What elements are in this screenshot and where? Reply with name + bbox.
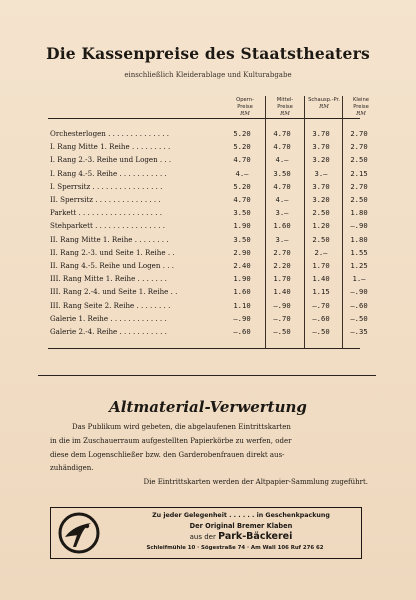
ad-brand-name: Park-Bäckerei: [218, 531, 293, 542]
column-header-schausp: [307, 97, 341, 111]
column-header-label: Opern-Preise: [236, 97, 254, 110]
table-bottom-rule: [48, 348, 360, 349]
row-label: I. Rang Mitte 1. Reihe . . . . . . . . .: [50, 142, 171, 152]
column-header-opern: [229, 97, 261, 118]
price-cell: 2.50: [312, 208, 330, 218]
ad-line-addresses: Schleifmühle 10 · Sögestraße 74 · Am Wall 106 Ruf 276 62: [146, 545, 324, 551]
price-cell: 5.20: [233, 181, 251, 191]
column-header-unit: RM: [240, 111, 250, 117]
price-cell: 3.50: [233, 234, 251, 244]
ad-line-product: Der Original Bremer Klaben: [189, 522, 293, 530]
row-label: III. Rang Mitte 1. Reihe . . . . . . .: [50, 274, 167, 284]
price-cell: 2.50: [350, 155, 368, 165]
price-cell: 2.70: [350, 181, 368, 191]
price-cell: 1.55: [350, 247, 368, 257]
price-cell: —.60: [350, 300, 368, 310]
price-cell: 2.50: [312, 234, 330, 244]
price-cell: —.60: [233, 327, 251, 336]
price-cell: 1.15: [312, 287, 330, 297]
price-cell: 2.70: [273, 247, 291, 257]
table-row: [50, 233, 368, 246]
column-header-label: Mittel-Preise: [276, 97, 294, 110]
price-cell: —.50: [350, 313, 368, 323]
price-cell: 1.—: [352, 274, 366, 284]
table-row: [50, 219, 368, 232]
row-label: Stehparkett . . . . . . . . . . . . . . . .: [50, 221, 165, 231]
table-row: [50, 193, 368, 206]
price-cell: 2.50: [350, 195, 368, 204]
price-cell: 2.90: [233, 247, 251, 257]
price-cell: 4.70: [233, 195, 251, 204]
price-cell: 4.70: [273, 142, 291, 152]
price-cell: 4.70: [233, 155, 251, 165]
table-top-rule: [48, 118, 360, 119]
price-cell: —.70: [273, 313, 291, 323]
price-cell: 2.40: [233, 261, 251, 270]
row-label: Galerie 2.-4. Reihe . . . . . . . . . . .: [50, 327, 167, 336]
price-cell: 1.25: [350, 261, 368, 270]
price-cell: 1.40: [273, 287, 291, 297]
bakery-advertisement: [50, 507, 362, 559]
price-cell: 5.20: [233, 129, 251, 138]
price-cell: —.70: [312, 300, 330, 310]
price-cell: 2.70: [350, 142, 368, 152]
column-header-label: Kleine Preise: [353, 97, 369, 110]
row-label: II. Rang 4.-5. Reihe und Logen . . .: [50, 261, 174, 270]
row-label: I. Rang 2.-3. Reihe und Logen . . .: [50, 155, 172, 165]
price-cell: 2.15: [350, 168, 368, 178]
price-cell: 1.70: [312, 261, 330, 270]
page-title: Die Kassenpreise des Staatstheaters: [46, 44, 370, 63]
price-cell: 4.—: [275, 195, 289, 204]
price-cell: 1.80: [350, 208, 368, 218]
price-cell: 4.—: [235, 168, 249, 178]
table-row: [50, 140, 368, 153]
price-cell: —.50: [312, 327, 330, 336]
row-label: III. Rang Seite 2. Reihe . . . . . . . .: [50, 300, 171, 310]
column-header-unit: RM: [319, 104, 329, 110]
price-cell: —.90: [350, 221, 368, 231]
price-cell: 1.90: [233, 274, 251, 284]
price-cell: 1.70: [273, 274, 291, 284]
paragraph-line: diese dem Logenschließer bzw. den Garderobenfrauen direkt aus-: [50, 450, 285, 459]
price-cell: 1.90: [233, 221, 251, 231]
price-cell: —.90: [273, 300, 291, 310]
ad-line-brand: [123, 531, 359, 542]
price-cell: 1.10: [233, 300, 251, 310]
price-cell: —.90: [233, 313, 251, 323]
row-label: II. Rang Mitte 1. Reihe . . . . . . . .: [50, 234, 169, 244]
price-cell: 5.20: [233, 142, 251, 152]
price-cell: 2.—: [314, 247, 328, 257]
price-cell: 3.—: [275, 208, 289, 218]
paragraph-line: in die im Zuschauerraum aufgestellten Papierkörbe zu werfen, oder: [50, 436, 292, 445]
price-cell: 1.60: [273, 221, 291, 231]
column-header-klein: [345, 97, 377, 118]
row-label: Orchesterlogen . . . . . . . . . . . . . .: [50, 129, 170, 138]
price-cell: 3.20: [312, 195, 330, 204]
price-cell: 3.—: [275, 234, 289, 244]
table-row: [50, 312, 368, 325]
recycling-paragraph: [50, 421, 368, 476]
price-cell: —.60: [312, 313, 330, 323]
page-subtitle: einschließlich Kleiderablage und Kulturabgabe: [124, 71, 292, 79]
price-cell: 3.50: [233, 208, 251, 218]
price-cell: 4.70: [273, 181, 291, 191]
table-row: [50, 167, 368, 180]
column-header-unit: RM: [356, 111, 366, 117]
price-cell: 3.70: [312, 181, 330, 191]
row-label: II. Rang 2.-3. und Seite 1. Reihe . .: [50, 247, 175, 257]
ad-brand-prefix: aus der: [189, 533, 216, 541]
ad-line-occasion: Zu jeder Gelegenheit . . . . . . in Geschenkpackung: [152, 512, 330, 519]
table-row: [50, 206, 368, 219]
paragraph-line: Das Publikum wird gebeten, die abgelaufenen Eintrittskarten: [72, 423, 291, 431]
price-cell: 2.20: [273, 261, 291, 270]
section-divider: [38, 375, 376, 376]
bakery-logo-icon: [57, 511, 101, 555]
table-row: [50, 299, 368, 312]
row-label: II. Sperrsitz . . . . . . . . . . . . . . .: [50, 195, 161, 204]
recycling-note: Die Eintrittskarten werden der Altpapier-Sammlung zugeführt.: [143, 478, 368, 486]
price-cell: 3.20: [312, 155, 330, 165]
price-cell: —.50: [273, 327, 291, 336]
price-cell: 3.—: [314, 168, 328, 178]
table-row: [50, 259, 368, 272]
row-label: III. Rang 2.-4. und Seite 1. Reihe . .: [50, 287, 178, 297]
table-row: [50, 180, 368, 193]
price-cell: —.90: [350, 287, 368, 297]
row-label: Parkett . . . . . . . . . . . . . . . . . . .: [50, 208, 162, 218]
price-cell: 1.80: [350, 234, 368, 244]
column-header-label: Schausp.-Pr.: [308, 97, 340, 103]
column-header-unit: RM: [280, 111, 290, 117]
table-row: [50, 246, 368, 259]
table-row: [50, 272, 366, 285]
price-cell: 3.70: [312, 142, 330, 152]
price-cell: 1.60: [233, 287, 251, 297]
price-cell: 2.70: [350, 129, 368, 138]
row-label: I. Sperrsitz . . . . . . . . . . . . . . . .: [50, 181, 163, 191]
table-row: [50, 285, 368, 298]
row-label: I. Rang 4.-5. Reihe . . . . . . . . . . .: [50, 168, 167, 178]
table-row: [50, 127, 368, 140]
price-cell: 3.70: [312, 129, 330, 138]
paragraph-line: zuhändigen.: [50, 464, 94, 473]
price-cell: 3.50: [273, 168, 291, 178]
price-cell: —.35: [350, 327, 368, 336]
price-cell: 1.40: [312, 274, 330, 284]
table-row: [50, 325, 368, 338]
recycling-title: Altmaterial-Verwertung: [109, 398, 307, 416]
table-row: [50, 153, 368, 166]
column-header-mittel: [269, 97, 301, 118]
price-cell: 4.—: [275, 155, 289, 165]
price-cell: 1.20: [312, 221, 330, 231]
row-label: Galerie 1. Reihe . . . . . . . . . . . . .: [50, 313, 167, 323]
price-cell: 4.70: [273, 129, 291, 138]
